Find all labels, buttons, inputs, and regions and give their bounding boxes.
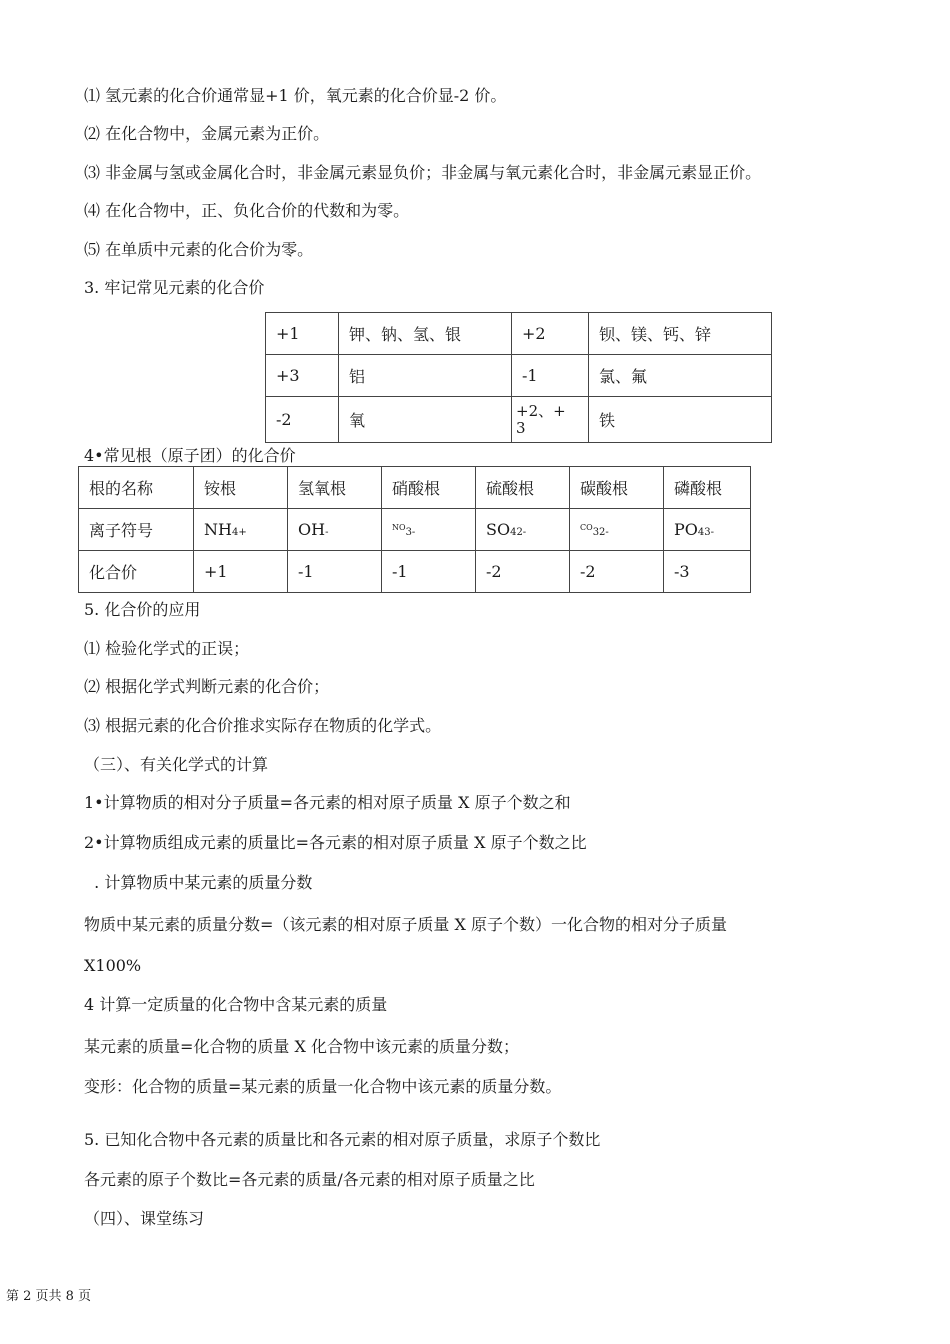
- table-row: [266, 313, 772, 355]
- rule-1: ⑴ 氢元素的化合价通常显+1 价，氧元素的化合价显-2 价。: [84, 86, 507, 105]
- ion-symbol: CO: [580, 523, 593, 532]
- ion-charge: -: [325, 527, 329, 538]
- table-cell: +1: [194, 551, 288, 593]
- calc-line-3: . 计算物质中某元素的质量分数: [84, 873, 313, 892]
- application-1: ⑴ 检验化学式的正误；: [84, 639, 250, 658]
- calc-line-1: 1•计算物质的相对分子质量=各元素的相对原子质量 X 原子个数之和: [84, 793, 571, 812]
- table-cell: 铝: [339, 355, 512, 397]
- table-cell: 氢氧根: [288, 467, 382, 509]
- calc-line-2: 2•计算物质组成元素的质量比=各元素的相对原子质量 X 原子个数之比: [84, 833, 587, 852]
- section-4-title: 4•常见根（原子团）的化合价: [84, 446, 296, 465]
- table-row: [79, 551, 751, 593]
- section-5-title: 5. 化合价的应用: [84, 600, 201, 619]
- page-footer: 第 2 页共 8 页: [6, 1289, 92, 1304]
- table-cell: -3: [664, 551, 751, 593]
- row-header: 离子符号: [89, 521, 154, 540]
- table-cell: [382, 509, 476, 551]
- part-4-title: （四）、课堂练习: [84, 1209, 205, 1228]
- table-cell: 硫酸根: [476, 467, 570, 509]
- ion-charge: 4+: [231, 527, 247, 538]
- calc-line-9: 5. 已知化合物中各元素的质量比和各元素的相对原子质量，求原子个数比: [84, 1130, 601, 1149]
- table-cell: [288, 509, 382, 551]
- table-cell: -1: [382, 551, 476, 593]
- table-cell: -1: [512, 355, 589, 397]
- section-3-title: 3. 牢记常见元素的化合价: [84, 278, 265, 297]
- ion-symbol: SO: [486, 520, 511, 539]
- table-cell: 氧: [339, 397, 512, 443]
- table-cell: -2: [570, 551, 664, 593]
- table-cell: 钾、钠、氢、银: [339, 313, 512, 355]
- table-row: [266, 397, 772, 443]
- table-cell: 碳酸根: [570, 467, 664, 509]
- table-cell: +2、+ 3: [512, 397, 589, 443]
- calc-line-7: 某元素的质量=化合物的质量 X 化合物中该元素的质量分数；: [84, 1037, 519, 1056]
- table-cell: 铁: [589, 397, 772, 443]
- ion-charge: 42-: [510, 527, 527, 538]
- table-cell: [476, 509, 570, 551]
- calc-line-6: 4 计算一定质量的化合物中含某元素的质量: [84, 995, 388, 1014]
- calc-line-5: X100%: [84, 956, 142, 975]
- radical-table: [78, 466, 751, 593]
- ion-symbol: OH: [298, 520, 326, 539]
- ion-symbol: NO: [392, 523, 406, 532]
- valence-table: [265, 312, 772, 443]
- table-cell: 铵根: [194, 467, 288, 509]
- table-cell: 硝酸根: [382, 467, 476, 509]
- ion-charge: 32-: [592, 527, 609, 538]
- table-cell: +2: [512, 313, 589, 355]
- application-3: ⑶ 根据元素的化合价推求实际存在物质的化学式。: [84, 716, 442, 735]
- ion-charge: 3-: [405, 527, 416, 538]
- table-cell: [664, 509, 751, 551]
- table-cell: 钡、镁、钙、锌: [589, 313, 772, 355]
- table-cell: 根的名称: [79, 467, 194, 509]
- ion-charge: 43-: [697, 527, 714, 538]
- table-cell: +1: [266, 313, 339, 355]
- ion-symbol: NH: [204, 520, 232, 539]
- table-cell: [79, 509, 194, 551]
- rule-2: ⑵ 在化合物中，金属元素为正价。: [84, 124, 330, 143]
- table-cell: 化合价: [79, 551, 194, 593]
- part-3-title: （三）、有关化学式的计算: [84, 755, 269, 774]
- calc-line-8: 变形：化合物的质量=某元素的质量一化合物中该元素的质量分数。: [84, 1077, 562, 1096]
- table-cell: -2: [476, 551, 570, 593]
- table-cell: 磷酸根: [664, 467, 751, 509]
- table-cell: [570, 509, 664, 551]
- table-cell: -2: [266, 397, 339, 443]
- calc-line-4: 物质中某元素的质量分数=（该元素的相对原子质量 X 原子个数）一化合物的相对分子质量: [84, 915, 727, 934]
- rule-4: ⑷ 在化合物中，正、负化合价的代数和为零。: [84, 201, 410, 220]
- application-2: ⑵ 根据化学式判断元素的化合价；: [84, 677, 330, 696]
- table-row: [266, 355, 772, 397]
- rule-3: ⑶ 非金属与氢或金属化合时，非金属元素显负价；非金属与氧元素化合时，非金属元素显正价。: [84, 163, 762, 182]
- ion-symbol: PO: [674, 520, 698, 539]
- table-cell: -1: [288, 551, 382, 593]
- table-row: [79, 509, 751, 551]
- table-cell: 氯、氟: [589, 355, 772, 397]
- table-cell: +3: [266, 355, 339, 397]
- rule-5: ⑸ 在单质中元素的化合价为零。: [84, 240, 314, 259]
- table-cell: [194, 509, 288, 551]
- table-row: [79, 467, 751, 509]
- calc-line-10: 各元素的原子个数比=各元素的质量/各元素的相对原子质量之比: [84, 1170, 535, 1189]
